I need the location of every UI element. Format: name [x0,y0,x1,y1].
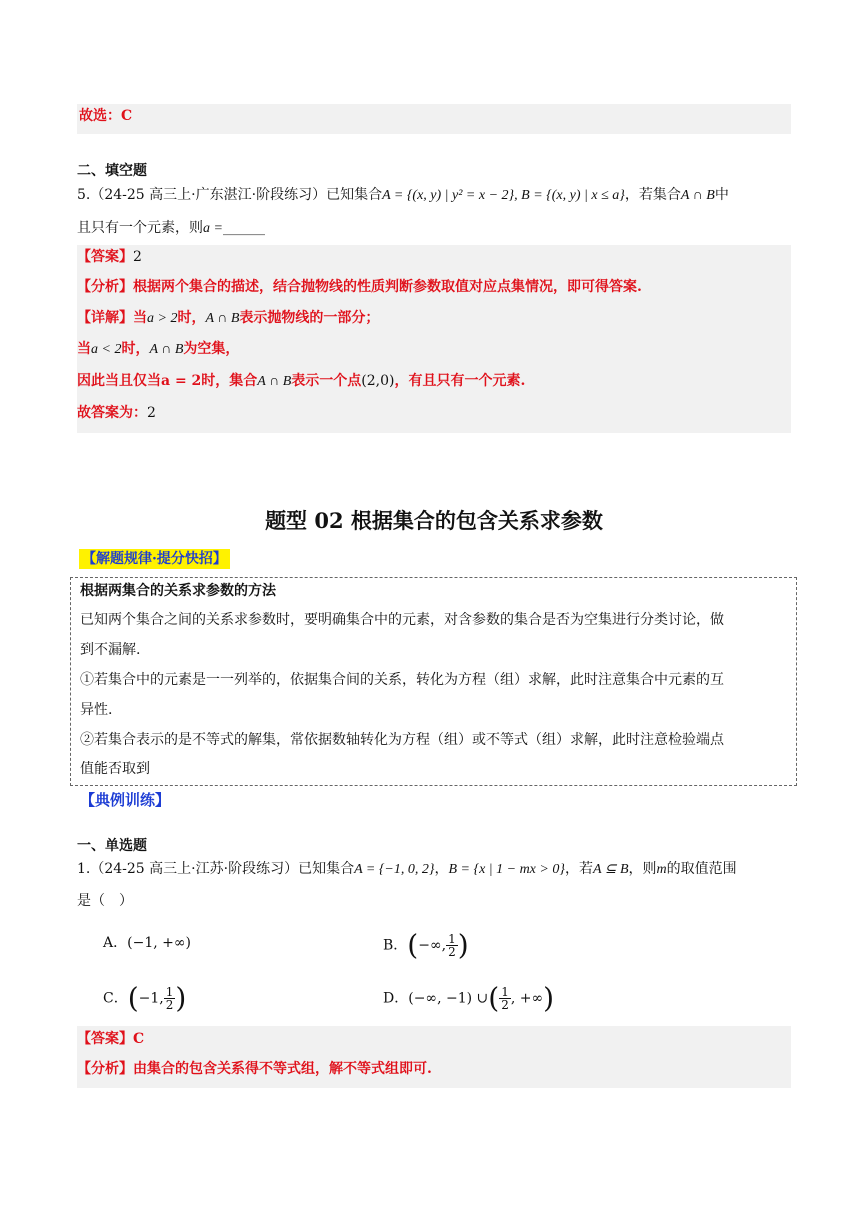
q1-solution-block [77,1026,791,1088]
q5-detail-text: 当 [77,341,91,357]
q5-line2-var: a = [203,221,223,236]
tip-p3b: 值能否取到 [80,761,150,777]
q5-solution-block [77,245,791,433]
q1-option-a[interactable] [103,933,191,953]
q5-intersection: A ∩ B [680,188,715,203]
tip-p3a: ②若集合表示的是不等式的解集，常依据数轴转化为方程（组）或不等式（组）求解，此时注意检验端点 [80,732,724,748]
left-paren: ( [127,981,139,1015]
fraction-num: 1 [165,985,174,999]
option-value: (−1, +∞) [127,935,191,951]
q5-set-a: A = {(x, y) | y² = x − 2} [382,188,515,203]
q5-analysis-line [77,277,642,297]
q5-detail-text: 为空集， [183,341,240,357]
q1-stem-prefix: 1.（24-25 高三上·江苏·阶段练习）已知集合 [77,861,355,877]
q1-analysis-text: 由集合的包含关系得不等式组，解不等式组即可. [133,1061,432,1077]
q1-answer-line [77,1029,144,1049]
q5-final-value: 2 [147,405,156,421]
fraction-num: 1 [501,985,509,999]
q1-option-b[interactable] [383,928,469,962]
q5-line2-prefix: 且只有一个元素，则 [77,220,203,236]
q5-answer-label: 【答案】 [77,249,133,265]
q5-section-heading: 二、填空题 [77,163,147,179]
q5-stem-end: 中 [714,187,729,203]
q5-final-line [77,403,156,423]
q5-detail-math: A ∩ B [205,311,240,326]
fraction-den: 2 [448,945,456,959]
q5-detail-label: 【详解】 [77,310,133,326]
q1-stem-mid: ，若 [564,861,593,877]
example-tag: 【典例训练】 [80,791,171,809]
tip-heading: 根据两集合的关系求参数的方法 [80,583,276,599]
option-label: D． [383,990,409,1007]
fraction-den: 2 [501,998,509,1012]
right-paren: ) [457,928,469,962]
q1-option-c[interactable] [103,981,187,1015]
q5-detail-text: 表示抛物线的一部分； [239,310,380,326]
q5-detail-math: (2,0) [361,373,395,389]
fraction-num: 1 [448,932,456,946]
q1-stem-line2: 是（ ） [77,893,133,909]
tip-tag: 【解题规律·提分快招】 [79,549,230,569]
fraction [164,986,176,1011]
tip-p1b: 到不漏解. [80,642,141,658]
fraction-den: 2 [165,998,174,1012]
q1-section-heading: 一、单选题 [77,838,147,854]
q1-analysis-line [77,1059,432,1079]
tip-box [70,577,797,786]
q5-detail-math: a < 2 [91,342,122,357]
q1-stem-line1 [77,859,737,880]
q5-stem-line1 [77,185,791,207]
option-value: −1, [138,990,164,1007]
option-value: −∞, [418,937,447,954]
q1-subset: A ⊆ B [592,862,629,877]
tip-p1a: 已知两个集合之间的关系求参数时，要明确集合中的元素，对含参数的集合是否为空集进行分类讨论，做 [80,612,724,628]
q5-answer-line [77,247,142,267]
q5-detail-text: 因此当且仅当a = 2时，集合 [77,373,258,389]
q1-stem-end: 的取值范围 [666,861,737,877]
left-paren: ( [407,928,419,962]
tip-p2a: ①若集合中的元素是一一列举的，依据集合间的关系，转化为方程（组）求解，此时注意集合中元素的互 [80,672,724,688]
option-label: B． [383,937,408,954]
q5-answer-value: 2 [133,249,142,265]
q5-detail-math: A ∩ B [257,374,292,389]
q1-set-b: B = {x | 1 − mx > 0} [448,862,565,877]
right-paren: ) [175,981,187,1015]
option-label: A． [103,935,128,951]
q1-set-a: A = {−1, 0, 2} [354,862,435,877]
fraction [499,986,511,1011]
top-answer-text: 故选：C [79,108,133,124]
option-value: , +∞ [510,990,544,1007]
left-paren: ( [488,981,500,1015]
q1-answer-value: C [133,1031,145,1047]
q5-analysis-text: 根据两个集合的描述，结合抛物线的性质判断参数取值对应点集情况，即可得答案. [133,279,642,295]
q1-var: m [656,862,667,877]
fraction [446,933,458,958]
q1-stem-mid2: ，则 [628,861,657,877]
q1-answer-label: 【答案】 [77,1031,133,1047]
q5-detail-line3 [77,371,525,392]
q5-detail-text: 表示一个点 [291,373,362,389]
q1-option-d[interactable] [383,981,555,1015]
q5-detail-text: 时， [177,310,206,326]
q5-detail-math: A ∩ B [149,342,184,357]
q5-final-label: 故答案为： [77,405,147,421]
q5-detail-text: ，有且只有一个元素. [394,373,526,389]
q5-detail-text: 当 [133,310,147,326]
q5-detail-line2 [77,339,239,360]
q5-stem-suffix: ，若集合 [624,187,681,203]
q5-detail-line1 [77,308,379,329]
q5-analysis-label: 【分析】 [77,279,133,295]
q5-stem-line2 [77,218,791,240]
tip-p2b: 异性. [80,702,113,718]
option-value: (−∞, −1) ∪ [408,990,489,1007]
option-label: C． [103,990,128,1007]
q1-comma: ， [434,861,449,877]
type-title: 题型 02 根据集合的包含关系求参数 [265,508,603,533]
top-answer-block [77,104,791,134]
q5-set-b: , B = {(x, y) | x ≤ a} [514,188,625,203]
q5-answer-blank: ______ [222,220,265,236]
q5-detail-text: 时， [121,341,150,357]
q5-stem-prefix: 5.（24-25 高三上·广东湛江·阶段练习）已知集合 [77,187,383,203]
right-paren: ) [543,981,555,1015]
q5-detail-math: a > 2 [147,311,178,326]
q1-analysis-label: 【分析】 [77,1061,133,1077]
